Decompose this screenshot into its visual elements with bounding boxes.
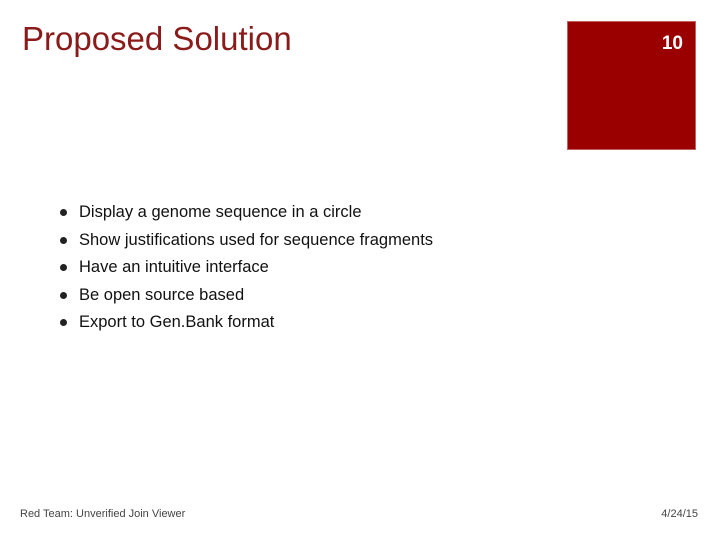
bullet-dot-icon bbox=[60, 292, 67, 299]
footer-date: 4/24/15 bbox=[661, 508, 698, 520]
bullet-dot-icon bbox=[60, 237, 67, 244]
bullet-text: Be open source based bbox=[79, 285, 245, 304]
bullet-text: Show justifications used for sequence fragments bbox=[79, 230, 434, 249]
slide-number-box bbox=[567, 21, 696, 150]
bullet-item bbox=[58, 310, 433, 338]
bullet-dot-icon bbox=[60, 264, 67, 271]
slide-title: Proposed Solution bbox=[22, 20, 292, 57]
bullet-text: Display a genome sequence in a circle bbox=[79, 203, 362, 221]
slide-number: 10 bbox=[661, 33, 683, 54]
bullet-item bbox=[58, 200, 433, 228]
bullet-list bbox=[58, 200, 433, 338]
bullet-item bbox=[58, 255, 433, 283]
footer-team-label: Red Team: Unverified Join Viewer bbox=[20, 508, 186, 520]
bullet-text: Export to Gen.Bank format bbox=[79, 313, 275, 331]
bullet-item bbox=[58, 283, 433, 311]
bullet-text: Have an intuitive interface bbox=[79, 258, 269, 276]
bullet-dot-icon bbox=[60, 209, 67, 216]
bullet-item bbox=[58, 228, 433, 256]
bullet-dot-icon bbox=[60, 319, 67, 326]
